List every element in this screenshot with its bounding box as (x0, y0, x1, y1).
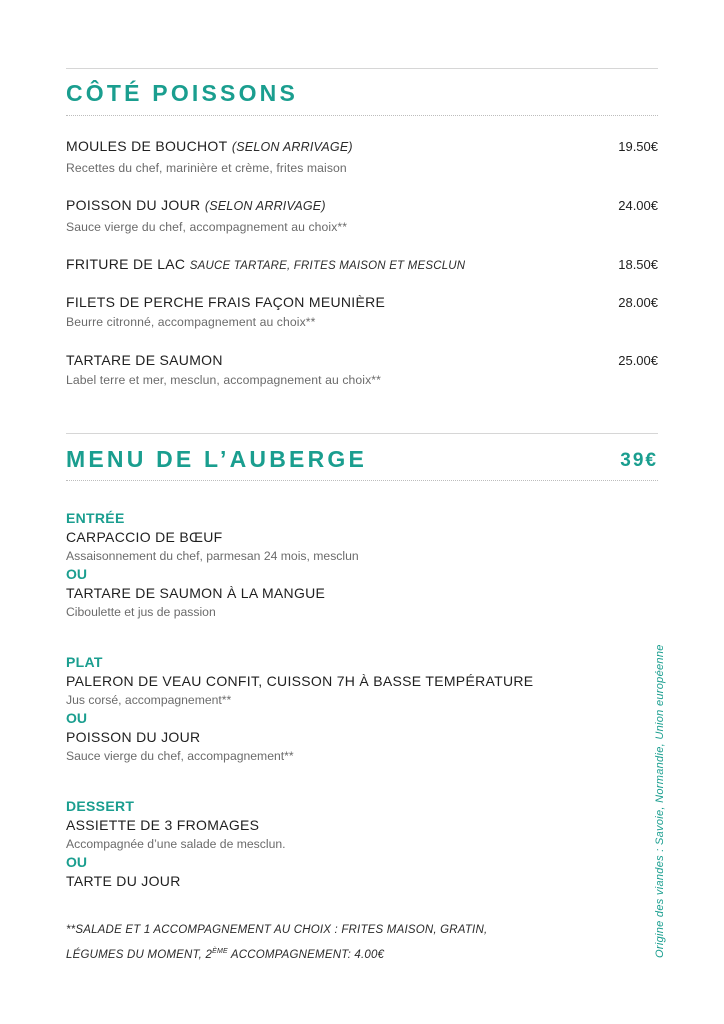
section-divider-top-menu (66, 433, 658, 434)
dish-name: CARPACCIO DE BŒUF (66, 529, 223, 545)
dish-name: POISSON DU JOUR (66, 729, 201, 745)
dish-description: Sauce vierge du chef, accompagnement** (66, 749, 294, 763)
menu-price: 39€ (620, 450, 658, 471)
dish-name: TARTARE DE SAUMON À LA MANGUE (66, 585, 326, 601)
item-description: Recettes du chef, marinière et crème, frites maison (66, 161, 347, 175)
item-note: (SELON ARRIVAGE) (231, 140, 353, 154)
footnote-text: ACCOMPAGNEMENT: 4.00€ (227, 948, 385, 961)
item-name: TARTARE DE SAUMON (66, 352, 223, 368)
course-label-entree: ENTRÉE (66, 510, 125, 526)
footnote-superscript: ÈME (212, 948, 228, 955)
item-price: 25.00€ (618, 353, 658, 368)
or-label: OU (66, 854, 87, 870)
item-note: (SELON ARRIVAGE) (204, 199, 326, 213)
footnote-text: LÉGUMES DU MOMENT, 2 (66, 948, 213, 961)
menu-item-perche (66, 294, 658, 329)
menu-item-friture (66, 256, 658, 274)
menu-item-tartare-saumon (66, 352, 658, 387)
or-label: OU (66, 566, 87, 582)
menu-item-poisson-du-jour (66, 197, 658, 234)
item-name: FILETS DE PERCHE FRAIS FAÇON MEUNIÈRE (66, 294, 386, 310)
menu-item-moules (66, 138, 658, 175)
item-description: Beurre citronné, accompagnement au choix** (66, 315, 316, 329)
item-note: SAUCE TARTARE, FRITES MAISON ET MESCLUN (189, 260, 466, 272)
section-divider-poissons (66, 115, 658, 116)
section-title-poissons: CÔTÉ POISSONS (66, 80, 299, 106)
dish-description: Accompagnée d’une salade de mesclun. (66, 837, 286, 851)
item-price: 24.00€ (618, 198, 658, 213)
dish-name: PALERON DE VEAU CONFIT, CUISSON 7H À BASSE TEMPÉRATURE (66, 673, 534, 689)
origin-note: Origine des viandes : Savoie, Normandie, Union européenne (654, 644, 666, 958)
item-name: FRITURE DE LAC (66, 256, 186, 272)
dish-description: Assaisonnement du chef, parmesan 24 mois, mesclun (66, 549, 359, 563)
dish-description: Ciboulette et jus de passion (66, 605, 216, 619)
course-entree (66, 510, 626, 619)
dish-name: ASSIETTE DE 3 FROMAGES (66, 817, 260, 833)
top-divider (66, 68, 658, 69)
item-price: 18.50€ (618, 257, 658, 272)
or-label: OU (66, 710, 87, 726)
item-price: 28.00€ (618, 295, 658, 310)
course-plat (66, 654, 626, 763)
dish-description: Jus corsé, accompagnement** (66, 693, 232, 707)
footnote (66, 920, 536, 966)
footnote-line-1: **SALADE ET 1 ACCOMPAGNEMENT AU CHOIX : FRITES MAISON, GRATIN, (66, 924, 488, 936)
section-title-menu: MENU DE L’AUBERGE (66, 446, 368, 472)
footnote-line-2 (66, 941, 536, 966)
item-name: MOULES DE BOUCHOT (66, 138, 228, 154)
course-dessert (66, 798, 626, 889)
item-price: 19.50€ (618, 139, 658, 154)
item-description: Label terre et mer, mesclun, accompagnement au choix** (66, 373, 381, 387)
item-name: POISSON DU JOUR (66, 197, 201, 213)
section-divider-menu (66, 480, 658, 481)
item-description: Sauce vierge du chef, accompagnement au choix** (66, 220, 348, 234)
course-label-dessert: DESSERT (66, 798, 135, 814)
dish-name: TARTE DU JOUR (66, 873, 181, 889)
course-label-plat: PLAT (66, 654, 103, 670)
